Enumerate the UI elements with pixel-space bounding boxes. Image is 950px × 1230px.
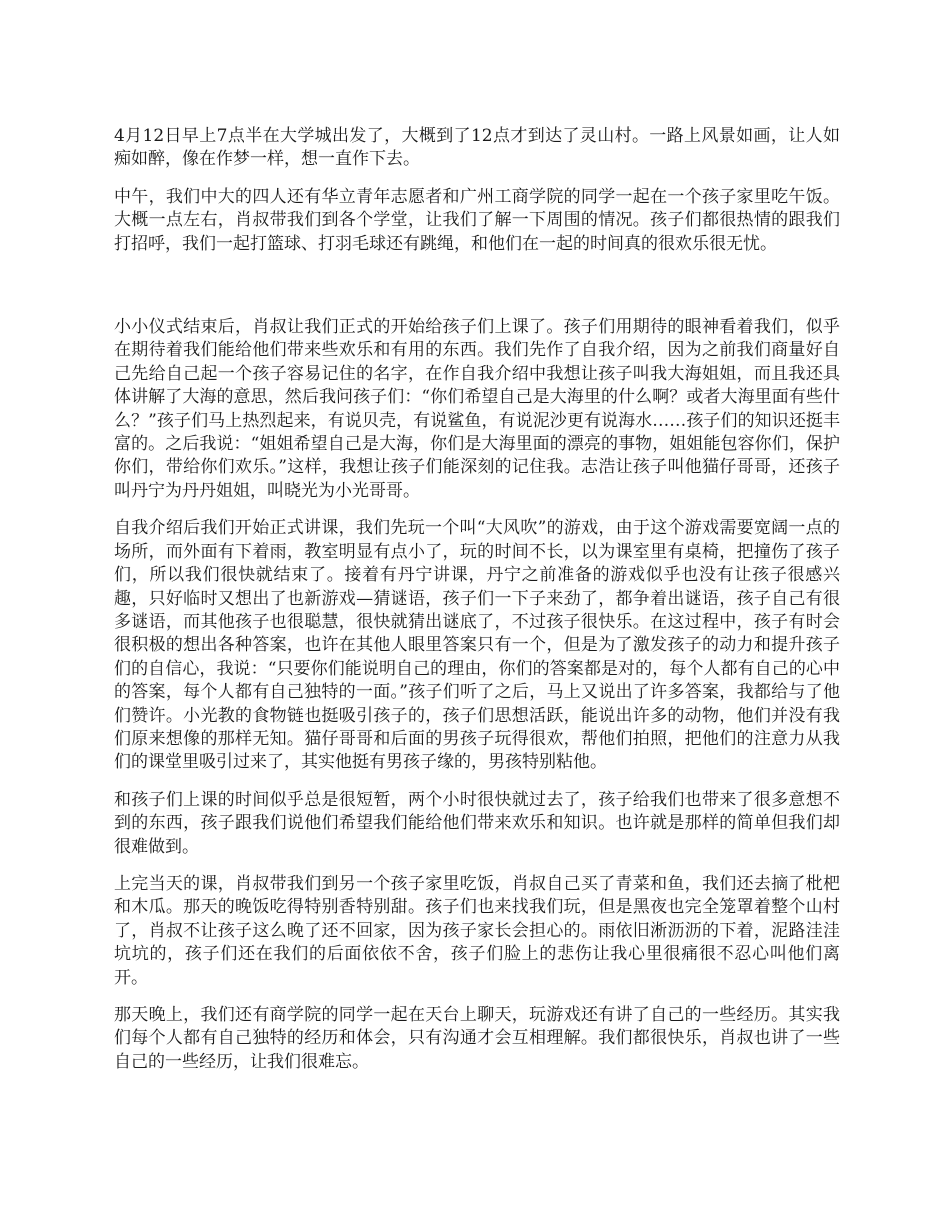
document-body <box>114 125 840 1088</box>
paragraph-4: 自我介绍后我们开始正式讲课，我们先玩一个叫“大风吹”的游戏，由于这个游戏需要宽阔一点的场所，而外面有下着雨，教室明显有点小了，玩的时间不长，以为课室里有桌椅，把撞伤了孩子们，所以我们很快就结束了。接着有丹宁讲课，丹宁之前准备的游戏似乎也没有让孩子很感兴趣，只好临时又想出了也新游戏—猜谜语，孩子们一下子来劲了，都争着出谜语，孩子自己有很多谜语，而其他孩子也很聪慧，很快就猜出谜底了，不过孩子很快乐。在这过程中，孩子有时会很积极的想出各种答案，也许在其他人眼里答案只有一个，但是为了激发孩子的动力和提升孩子们的自信心，我说：“只要你们能说明自己的理由，你们的答案都是对的，每个人都有自己的心中的答案，每个人都有自己独特的一面。”孩子们听了之后，马上又说出了许多答案，我都给与了他们赞许。小光教的食物链也挺吸引孩子的，孩子们思想活跃，能说出许多的动物，他们并没有我们原来想像的那样无知。猫仔哥哥和后面的男孩子玩得很欢，帮他们拍照，把他们的注意力从我们的课堂里吸引过来了，其实他挺有男孩子缘的，男孩特别粘他。 <box>114 518 840 773</box>
paragraph-2: 中午，我们中大的四人还有华立青年志愿者和广州工商学院的同学一起在一个孩子家里吃午饭。大概一点左右，肖叔带我们到各个学堂，让我们了解一下周围的情况。孩子们都很热情的跟我们打招呼，我们一起打篮球、打羽毛球还有跳绳，和他们在一起的时间真的很欢乐很无忧。 <box>114 186 840 254</box>
paragraph-3: 小小仪式结束后，肖叔让我们正式的开始给孩子们上课了。孩子们用期待的眼神看着我们，似乎在期待着我们能给他们带来些欢乐和有用的东西。我们先作了自我介绍，因为之前我们商量好自己先给自己起一个孩子容易记住的名字，在作自我介绍中我想让孩子叫我大海姐姐，而且我还具体讲解了大海的意思，然后我问孩子们：“你们希望自己是大海里的什么啊？或者大海里面有些什么？”孩子们马上热烈起来，有说贝壳，有说鲨鱼，有说泥沙更有说海水……孩子们的知识还挺丰富的。之后我说：“姐姐希望自己是大海，你们是大海里面的漂亮的事物，姐姐能包容你们，保护你们，带给你们欢乐。”这样，我想让孩子们能深刻的记住我。志浩让孩子叫他猫仔哥哥，还孩子叫丹宁为丹丹姐姐，叫晓光为小光哥哥。 <box>114 317 840 501</box>
paragraph-6: 上完当天的课，肖叔带我们到另一个孩子家里吃饭，肖叔自己买了青菜和鱼，我们还去摘了枇杷和木瓜。那天的晚饭吃得特别香特别甜。孩子们也来找我们玩，但是黑夜也完全笼罩着整个山村了，肖叔不让孩子这么晚了还不回家，因为孩子家长会担心的。雨依旧淅沥沥的下着，泥路洼洼坑坑的，孩子们还在我们的后面依依不舍，孩子们脸上的悲伤让我心里很痛很不忍心叫他们离开。 <box>114 873 840 988</box>
paragraph-1: 4月12日早上7点半在大学城出发了，大概到了12点才到达了灵山村。一路上风景如画，让人如痴如醉，像在作梦一样，想一直作下去。 <box>114 126 840 170</box>
paragraph-7: 那天晚上，我们还有商学院的同学一起在天台上聊天，玩游戏还有讲了自己的一些经历。其实我们每个人都有自己独特的经历和体会，只有沟通才会互相理解。我们都很快乐，肖叔也讲了一些自己的一些经历，让我们很难忘。 <box>114 1005 840 1072</box>
paragraph-spacer <box>114 270 840 316</box>
paragraph-5: 和孩子们上课的时间似乎总是很短暂，两个小时很快就过去了，孩子给我们也带来了很多意想不到的东西，孩子跟我们说他们希望我们能给他们带来欢乐和知识。也许就是那样的简单但我们却很难做到。 <box>114 789 840 857</box>
